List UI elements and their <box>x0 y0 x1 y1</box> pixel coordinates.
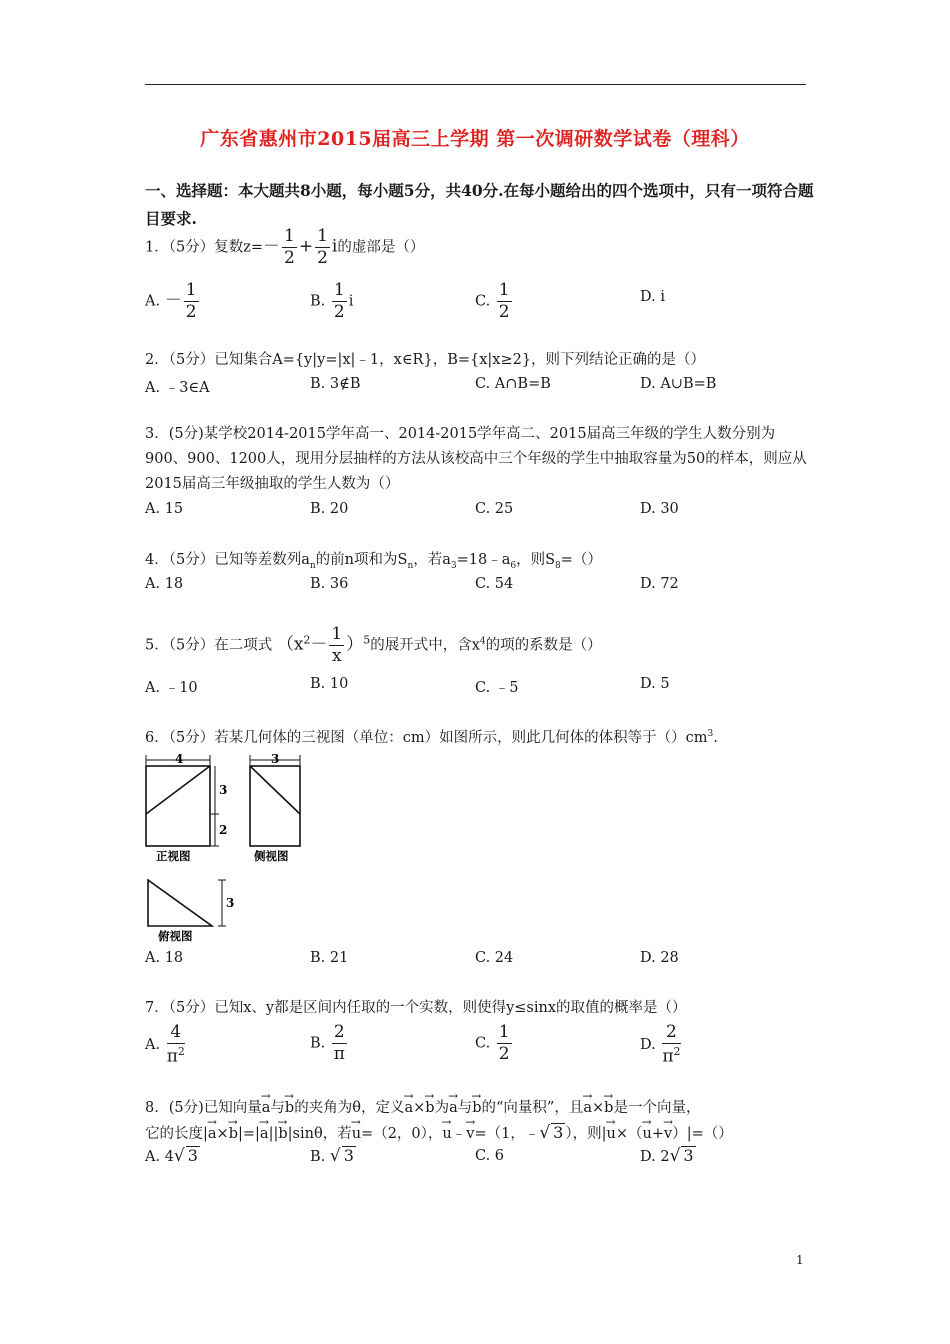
question-3: 3．(5分)某学校2014-2015学年高一、2014-2015学年高二、2015届高三年级的学生人数分别为900、900、1200人，现用分层抽样的方法从该校高中三个年级的学生中抽取容量为50的样本，则应从2015届高三年级抽取的学生人数为（） <box>145 426 807 492</box>
q4-option-c[interactable]: C. 54 <box>475 576 514 592</box>
q2-option-a[interactable]: A. ﹣3∈A <box>145 380 210 396</box>
q4-option-d[interactable]: D. 72 <box>640 576 679 592</box>
q1-option-c[interactable]: C. $\frac{1}{2}$ <box>475 280 510 322</box>
q6-option-d[interactable]: D. 28 <box>640 950 679 966</box>
question-8-line-2: 它的长度|→ a×→ b|=|→ a||→ b|sinθ，若→ u=（2，0），→ u﹣→ v=（1，﹣√ 3 ），则|→ u×（→ u+→ v）|=（） <box>145 1121 815 1147</box>
front-height-2-label: 2 <box>219 823 228 837</box>
q5-option-a[interactable]: A. ﹣10 <box>145 680 198 696</box>
question-6: 6．（5分）若某几何体的三视图（单位：cm）如图所示，则此几何体的体积等于$()cm^3$. <box>145 729 718 746</box>
q5-option-c[interactable]: C. ﹣5 <box>475 680 519 696</box>
q2-option-d[interactable]: D. A∪B=B <box>640 376 717 392</box>
top-view-caption: 俯视图 <box>158 929 193 943</box>
q1-option-b[interactable]: B. $\frac{1}{2}$ i <box>310 280 354 322</box>
q8-option-a[interactable]: A. 4√ 3 <box>145 1146 198 1166</box>
q5-option-d[interactable]: D. 5 <box>640 676 670 692</box>
q1-option-a[interactable]: A. － $\frac{1}{2}$ <box>145 280 197 322</box>
question-4: 4．（5分）已知等差数列$a_n$的前n项和为$S_n$，若$a_3=18﹣a_6$，则$S_8=()$ <box>145 552 602 571</box>
top-rule <box>145 84 806 85</box>
page-title: 广东省惠州市2015届高三上学期 第一次调研数学试卷（理科） <box>200 128 750 150</box>
q5-option-b[interactable]: B. 10 <box>310 676 349 692</box>
q7-option-b[interactable]: B. $\frac{2}{\pi}$ <box>310 1022 345 1064</box>
front-view-caption: 正视图 <box>156 849 191 863</box>
q2-option-b[interactable]: B. 3∉B <box>310 376 361 392</box>
q7-option-d[interactable]: D. $\frac{2}{\pi^2}$ <box>640 1022 681 1067</box>
front-width-label: 4 <box>175 752 184 766</box>
q2-option-c[interactable]: C. A∩B=B <box>475 376 551 392</box>
question-5: 5．（5分）在二项式 （$x^2-$ $\frac{1}{x}$ ）$^5$的展开式中，含$x^4$的项的系数是（） <box>145 624 602 666</box>
question-1: 1．（5分）复数z=－ $\frac{1}{2}$ + $\frac{1}{2}$ i的虚部是（） <box>145 226 425 268</box>
q4-option-b[interactable]: B. 36 <box>310 576 349 592</box>
q1-option-d[interactable]: D. i <box>640 289 665 305</box>
q7-option-c[interactable]: C. $\frac{1}{2}$ <box>475 1022 510 1064</box>
q3-option-a[interactable]: A. 15 <box>145 501 184 517</box>
q8-option-c[interactable]: C. 6 <box>475 1148 505 1164</box>
question-8-line-1: 8．(5分)已知向量→ a与→ b的夹角为θ，定义→ a×→ b为→ a与→ b的“向量积”，且→ a×→ b是一个向量， <box>145 1096 815 1121</box>
q3-option-c[interactable]: C. 25 <box>475 501 514 517</box>
side-view-caption: 侧视图 <box>254 849 289 863</box>
question-2: 2．（5分）已知集合A={y|y=|x|﹣1，x∈R}，B={x|x≥2}，则下列结论正确的是（） <box>145 352 706 368</box>
q4-option-a[interactable]: A. 18 <box>145 576 184 592</box>
three-view-figure <box>140 748 315 948</box>
q3-option-d[interactable]: D. 30 <box>640 501 679 517</box>
q6-option-b[interactable]: B. 21 <box>310 950 349 966</box>
side-width-label: 3 <box>271 752 280 766</box>
q6-option-a[interactable]: A. 18 <box>145 950 184 966</box>
q8-option-b[interactable]: B. √ 3 <box>310 1146 354 1166</box>
front-height-3-label: 3 <box>219 783 228 797</box>
page-number: 1 <box>796 1253 804 1267</box>
top-height-label: 3 <box>226 896 235 910</box>
question-7: 7．（5分）已知x、y都是区间内任取的一个实数，则使得y≤sinx的取值的概率是（） <box>145 1000 687 1016</box>
section-heading: 一、选择题：本大题共8小题，每小题5分，共40分.在每小题给出的四个选项中，只有一项符合题目要求. <box>145 181 814 228</box>
q6-option-c[interactable]: C. 24 <box>475 950 514 966</box>
q7-option-a[interactable]: A. $\frac{4}{\pi^2}$ <box>145 1022 185 1067</box>
q3-option-b[interactable]: B. 20 <box>310 501 349 517</box>
q8-option-d[interactable]: D. 2√ 3 <box>640 1146 694 1166</box>
